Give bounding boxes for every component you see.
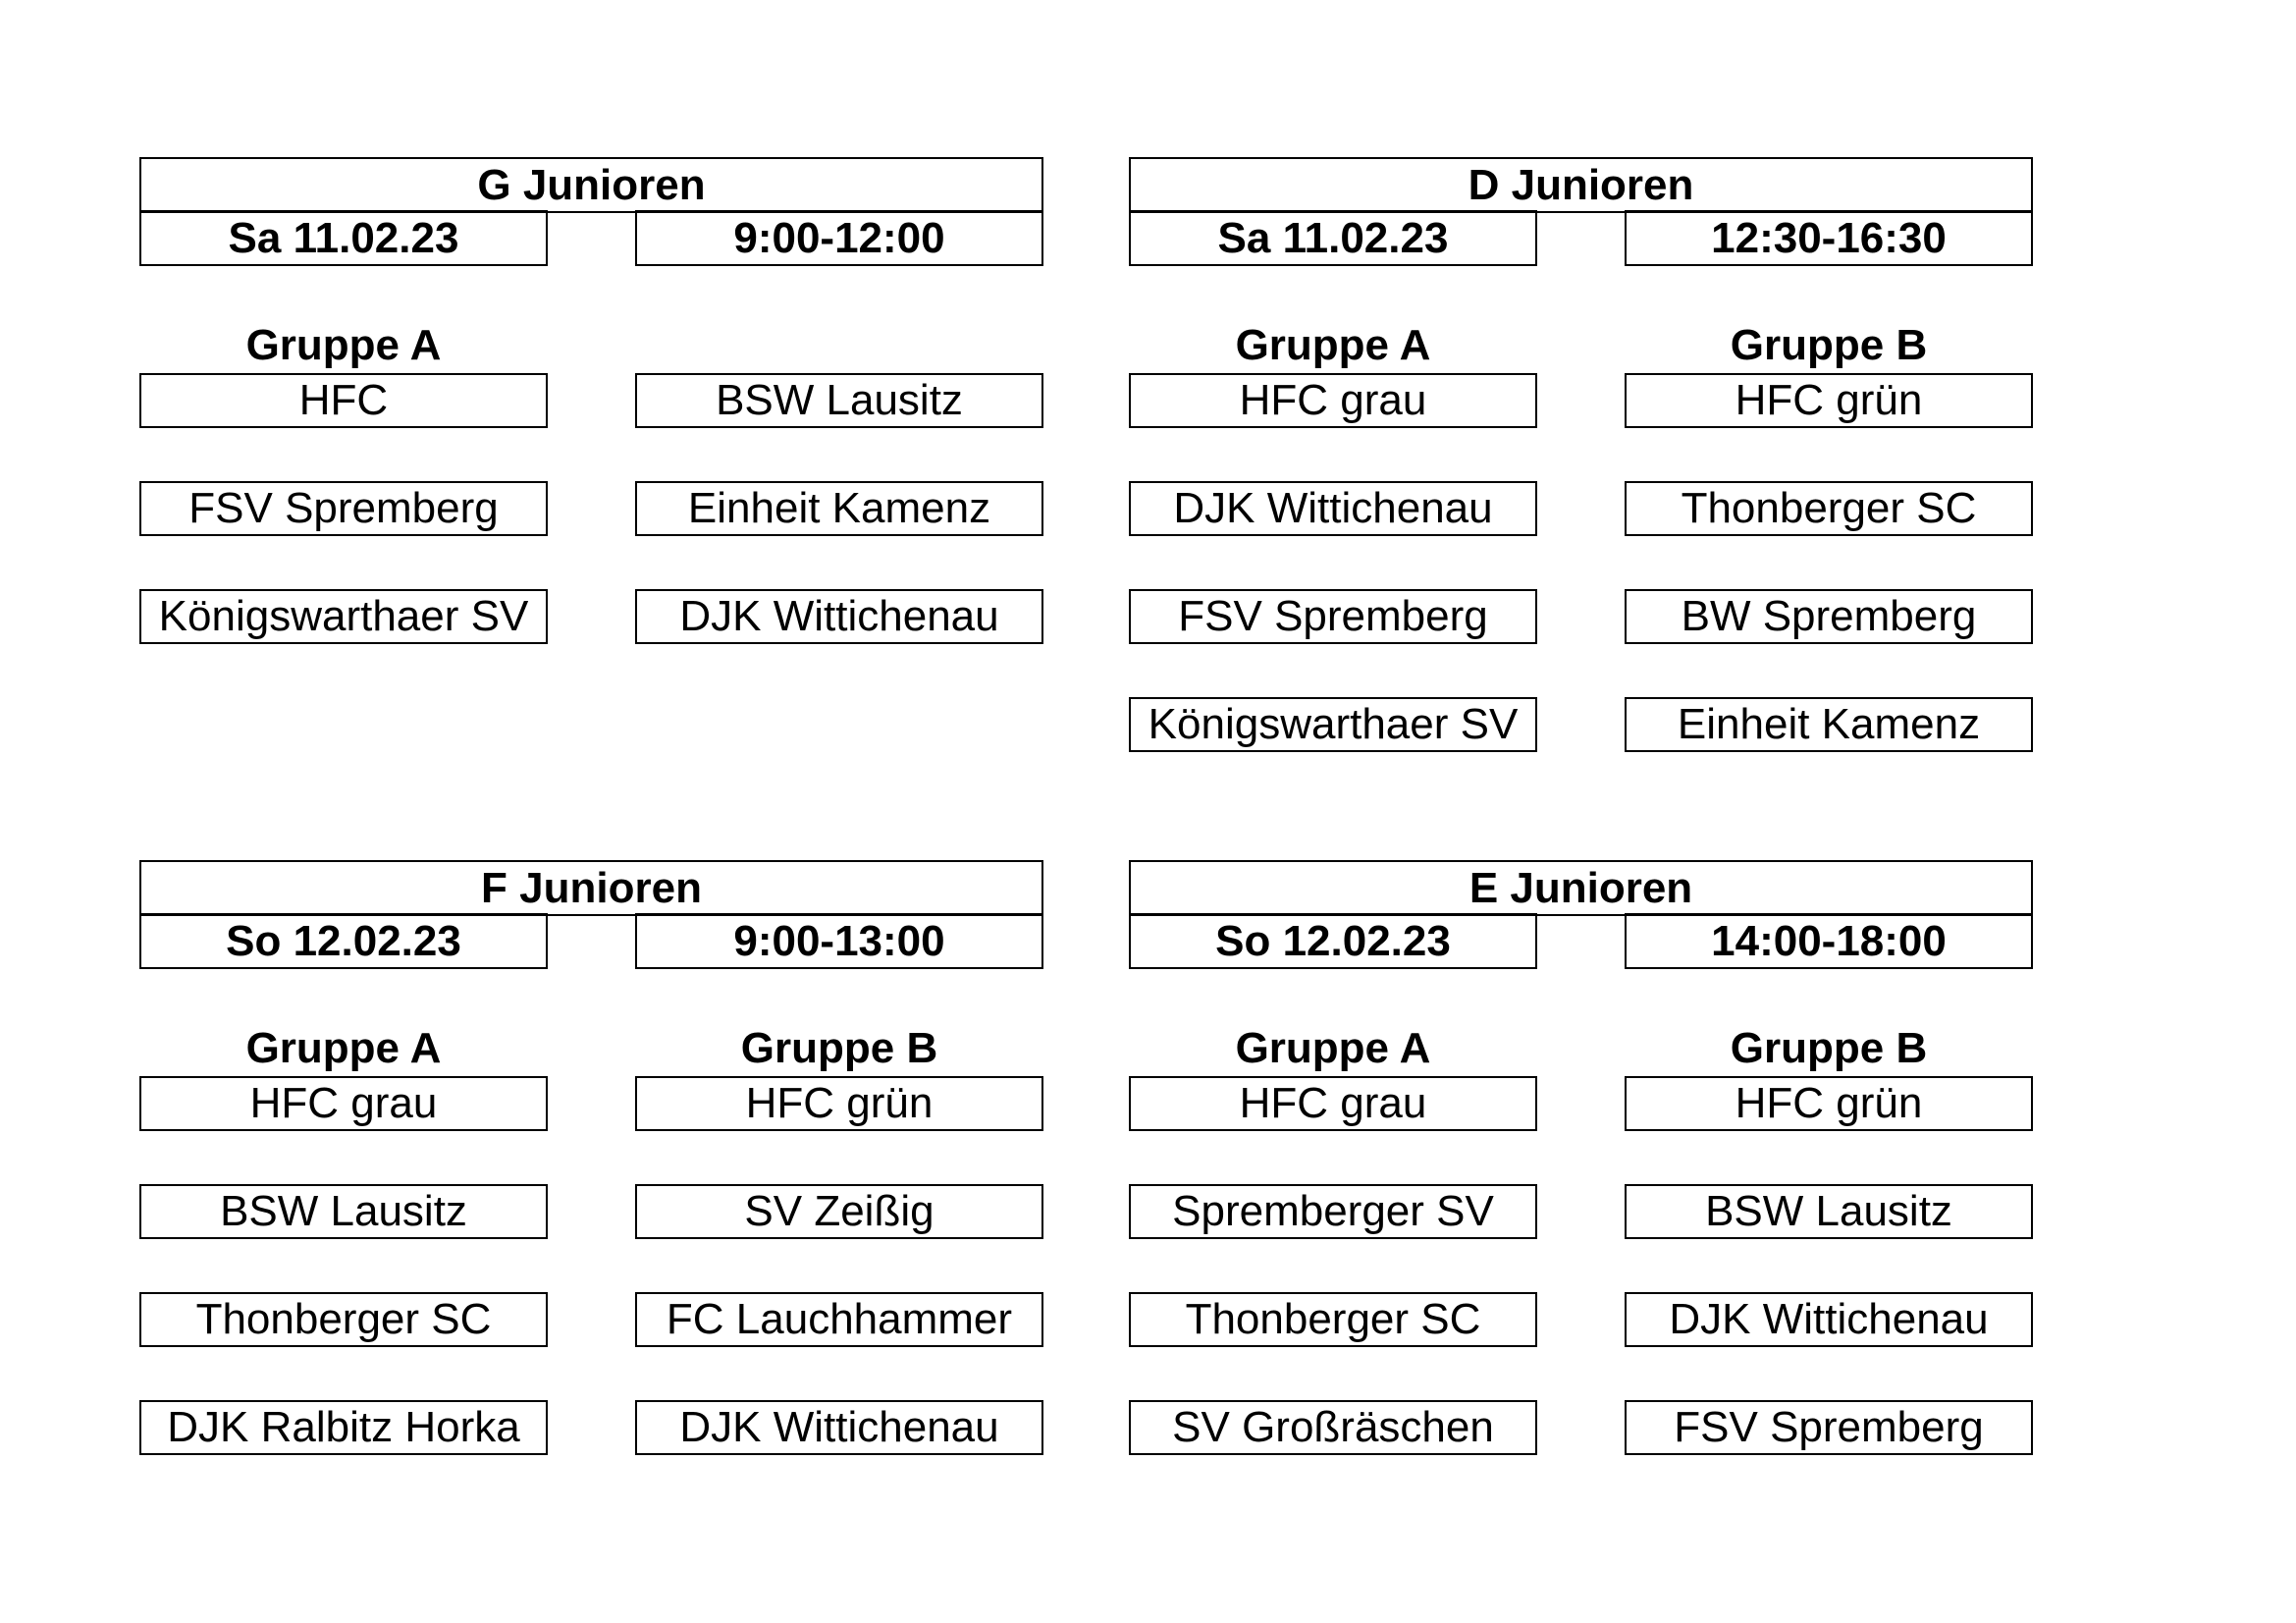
team-entry: Spremberger SV (1129, 1184, 1537, 1239)
team-entry: FC Lauchhammer (635, 1292, 1043, 1347)
team-entry: FSV Spremberg (139, 481, 548, 536)
team-entry: BSW Lausitz (139, 1184, 548, 1239)
group-label: Gruppe A (1235, 321, 1431, 369)
block-title: F Junioren (139, 860, 1043, 916)
team-entry: Thonberger SC (1129, 1292, 1537, 1347)
block-time: 9:00-12:00 (635, 210, 1043, 266)
group-label: Gruppe B (740, 1024, 938, 1072)
team-entry: Thonberger SC (139, 1292, 548, 1347)
team-entry: Einheit Kamenz (1625, 697, 2033, 752)
team-entry: HFC grau (1129, 373, 1537, 428)
team-entry: SV Zeißig (635, 1184, 1043, 1239)
block-date: So 12.02.23 (1129, 913, 1537, 969)
group-label: Gruppe A (245, 1024, 442, 1072)
group-label: Gruppe B (1730, 1024, 1928, 1072)
team-entry: Königswarthaer SV (1129, 697, 1537, 752)
team-entry: DJK Wittichenau (1129, 481, 1537, 536)
team-entry: Einheit Kamenz (635, 481, 1043, 536)
block-date: Sa 11.02.23 (139, 210, 548, 266)
block-title: E Junioren (1129, 860, 2033, 916)
team-entry: HFC grün (635, 1076, 1043, 1131)
team-entry: HFC grün (1625, 1076, 2033, 1131)
team-entry: HFC (139, 373, 548, 428)
team-entry: DJK Wittichenau (1625, 1292, 2033, 1347)
block-date: So 12.02.23 (139, 913, 548, 969)
team-entry: HFC grau (1129, 1076, 1537, 1131)
block-date: Sa 11.02.23 (1129, 210, 1537, 266)
team-entry: BW Spremberg (1625, 589, 2033, 644)
team-entry: Königswarthaer SV (139, 589, 548, 644)
team-entry: BSW Lausitz (635, 373, 1043, 428)
group-label: Gruppe B (1730, 321, 1928, 369)
group-label: Gruppe A (1235, 1024, 1431, 1072)
team-entry: FSV Spremberg (1129, 589, 1537, 644)
block-time: 9:00-13:00 (635, 913, 1043, 969)
team-entry: DJK Wittichenau (635, 589, 1043, 644)
team-entry: SV Großräschen (1129, 1400, 1537, 1455)
team-entry: BSW Lausitz (1625, 1184, 2033, 1239)
team-entry: HFC grau (139, 1076, 548, 1131)
team-entry: Thonberger SC (1625, 481, 2033, 536)
team-entry: FSV Spremberg (1625, 1400, 2033, 1455)
block-time: 14:00-18:00 (1625, 913, 2033, 969)
group-label: Gruppe A (245, 321, 442, 369)
team-entry: HFC grün (1625, 373, 2033, 428)
block-title: G Junioren (139, 157, 1043, 213)
team-entry: DJK Ralbitz Horka (139, 1400, 548, 1455)
block-time: 12:30-16:30 (1625, 210, 2033, 266)
team-entry: DJK Wittichenau (635, 1400, 1043, 1455)
block-title: D Junioren (1129, 157, 2033, 213)
